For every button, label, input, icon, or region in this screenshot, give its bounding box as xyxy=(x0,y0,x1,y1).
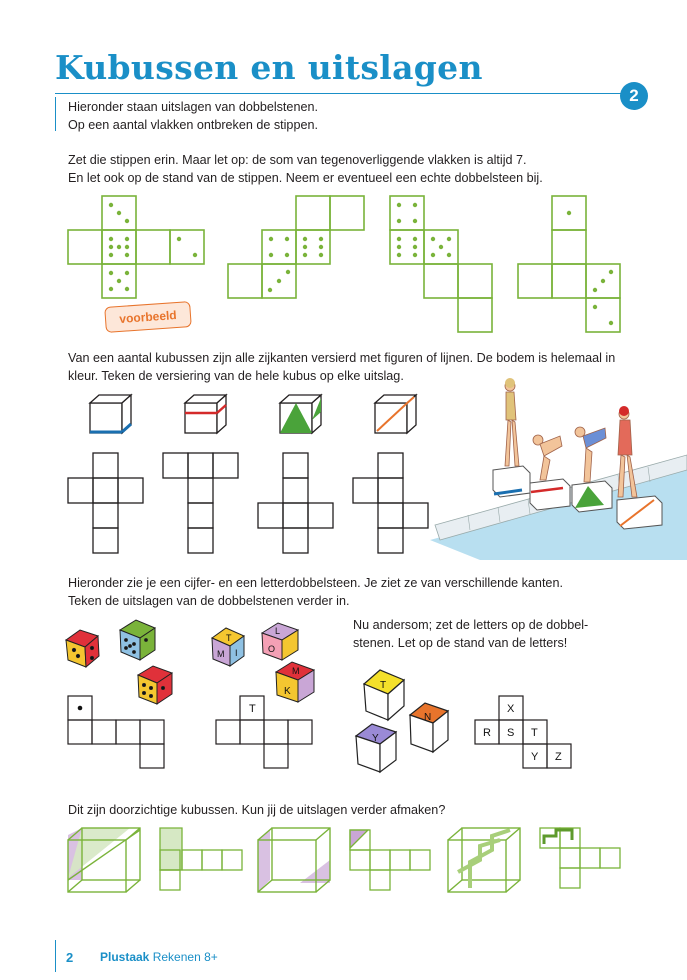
block-letter-y: Y xyxy=(372,733,379,744)
intro-line: Op een aantal vlakken ontbreken de stippen. xyxy=(68,117,318,132)
footer-book-title xyxy=(100,950,218,964)
net-letter-z: Z xyxy=(555,751,562,763)
block-letter-n: N xyxy=(424,712,432,723)
letter-die-face-m: M xyxy=(217,649,225,659)
task2-line: Van een aantal kubussen zijn alle zijkanten versierd met figuren of lijnen. De bodem is helemaal in xyxy=(68,351,616,365)
lesson-number-badge: 2 xyxy=(620,82,648,110)
footer-book-name: Plustaak xyxy=(100,950,150,964)
footer-page-number: 2 xyxy=(66,950,74,965)
page-title: Kubussen en uitslagen xyxy=(55,48,483,87)
net-letter-y: Y xyxy=(531,751,539,763)
letter-die-face-l: L xyxy=(275,626,281,636)
letter-die-face-m-top: M xyxy=(292,666,300,676)
task3-line: Hieronder zie je een cijfer- en een letterdobbelsteen. Je ziet ze van verschillende kanten. xyxy=(68,576,563,590)
letter-die-face-i: I xyxy=(235,648,238,658)
transparent-cube-1 xyxy=(68,828,140,892)
transparent-net-1 xyxy=(160,828,242,890)
net-letter-t2: T xyxy=(531,727,538,739)
footer-bar xyxy=(55,940,56,972)
task4-instructions: Dit zijn doorzichtige kubussen. Kun jij de uitslagen verder afmaken? xyxy=(68,803,446,817)
letter-die-face-o: O xyxy=(268,644,276,654)
block-letter-t: T xyxy=(380,680,387,691)
example-label: voorbeeld xyxy=(104,301,192,333)
net-letter-s: S xyxy=(507,727,515,739)
task3b-line: Nu andersom; zet de letters op de dobbel- xyxy=(353,618,589,632)
footer-subject: Rekenen 8+ xyxy=(152,950,218,964)
letter-die-face-t: T xyxy=(226,633,232,643)
net-letter-t: T xyxy=(249,703,256,715)
transparent-cube-2 xyxy=(258,828,330,892)
task3-line: Teken de uitslagen van de dobbelstenen verder in. xyxy=(68,593,350,608)
task2-line: kleur. Teken de versiering van de hele kubus op elke uitslag. xyxy=(68,368,404,383)
net-letter-x: X xyxy=(507,703,515,715)
intro-line: Hieronder staan uitslagen van dobbelstenen. xyxy=(68,100,318,114)
task1-line: Zet die stippen erin. Maar let op: de som van tegenoverliggende vlakken is altijd 7. xyxy=(68,153,527,167)
task3b-line: stenen. Let op de stand van de letters! xyxy=(353,635,568,650)
letter-die-face-k: K xyxy=(284,686,291,697)
task1-line: En let ook op de stand van de stippen. Neem er eventueel een echte dobbelsteen bij. xyxy=(68,170,543,185)
transparent-net-3 xyxy=(540,828,620,888)
transparent-cube-3 xyxy=(448,828,520,892)
net-letter-r: R xyxy=(483,727,491,739)
transparent-net-2 xyxy=(350,830,430,890)
